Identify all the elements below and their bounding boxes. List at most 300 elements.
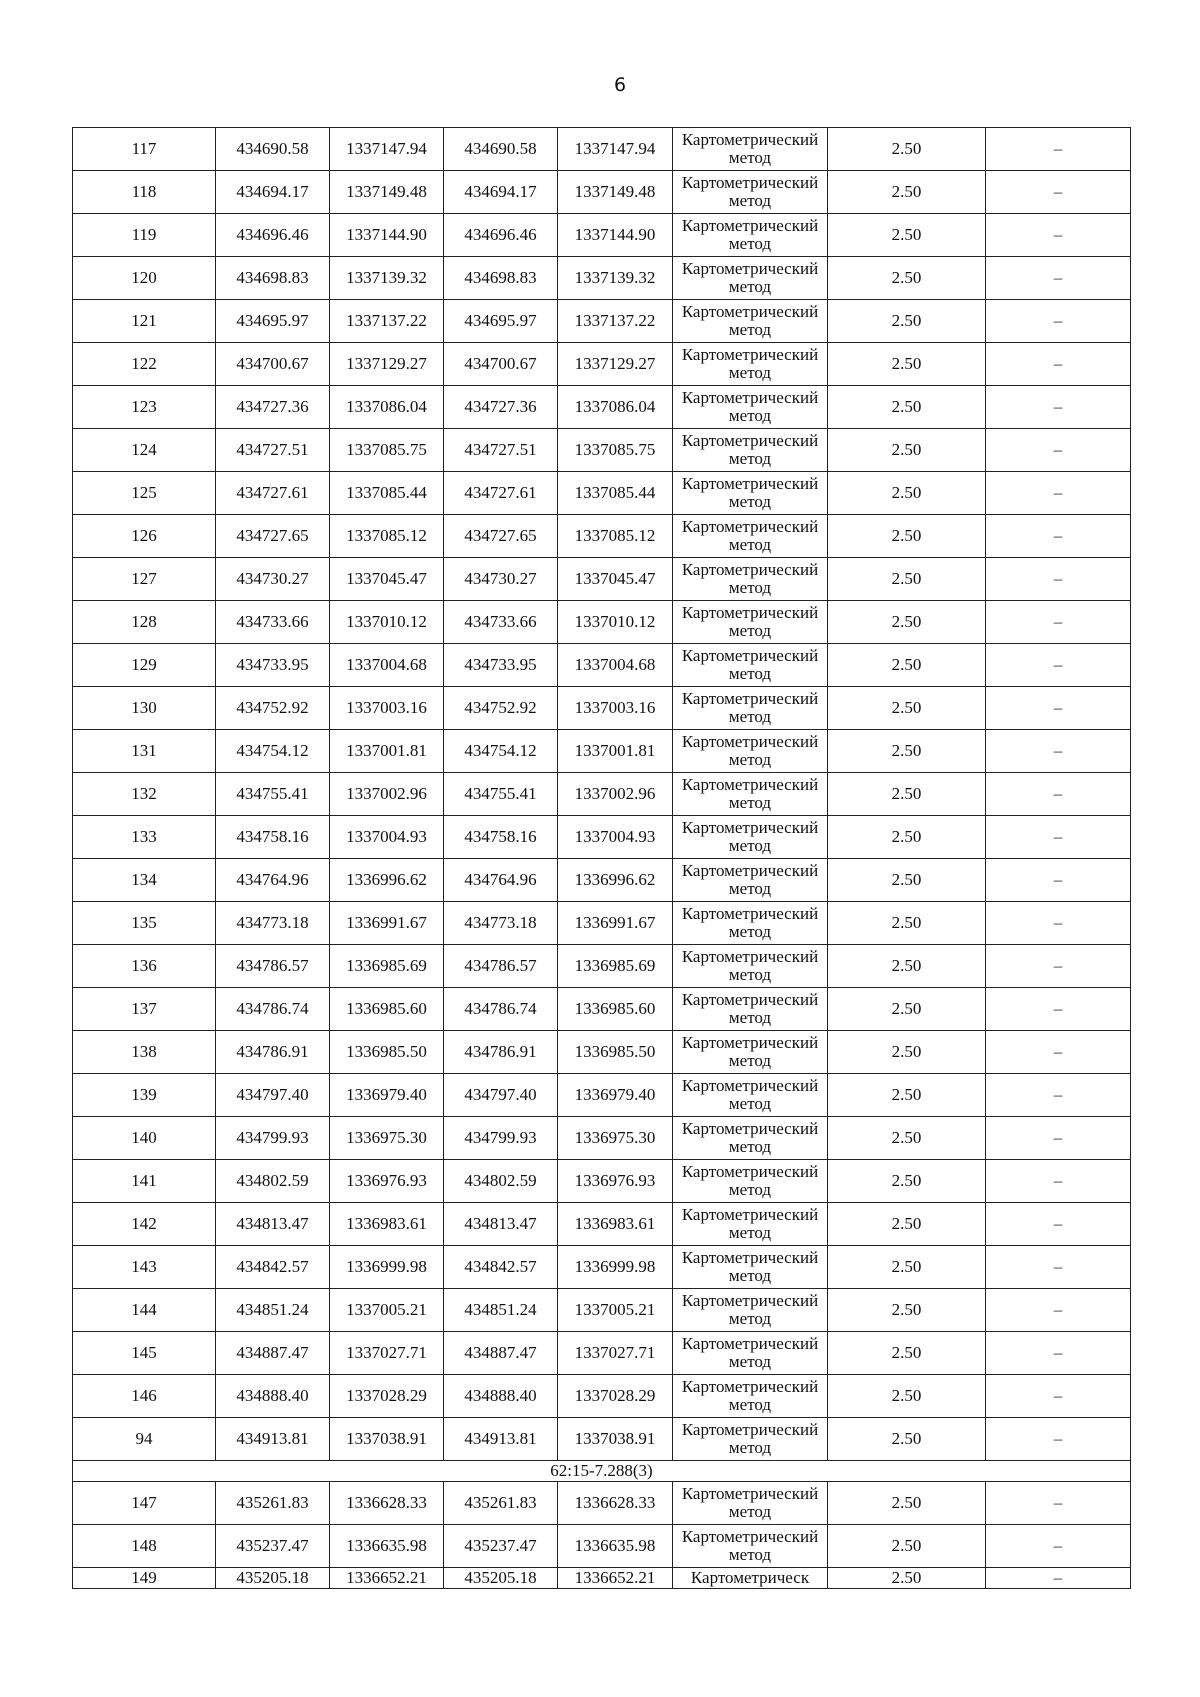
y-coordinate-cell: 1336976.93 xyxy=(330,1160,444,1203)
table-row xyxy=(73,816,1131,859)
note-cell: – xyxy=(986,644,1131,687)
point-number-cell: 147 xyxy=(73,1482,216,1525)
method-cell: Картометрический метод xyxy=(673,1332,828,1375)
x-coordinate-cell: 434755.41 xyxy=(216,773,330,816)
note-cell: – xyxy=(986,1246,1131,1289)
note-cell: – xyxy=(986,1031,1131,1074)
x-coordinate-new-cell: 434752.92 xyxy=(444,687,558,730)
x-coordinate-cell: 434797.40 xyxy=(216,1074,330,1117)
y-coordinate-cell: 1337147.94 xyxy=(330,128,444,171)
y-coordinate-cell: 1336979.40 xyxy=(330,1074,444,1117)
x-coordinate-cell: 434694.17 xyxy=(216,171,330,214)
precision-cell: 2.50 xyxy=(828,1117,986,1160)
point-number-cell: 136 xyxy=(73,945,216,988)
point-number-cell: 119 xyxy=(73,214,216,257)
x-coordinate-cell: 434696.46 xyxy=(216,214,330,257)
x-coordinate-cell: 434733.95 xyxy=(216,644,330,687)
table-row xyxy=(73,257,1131,300)
x-coordinate-new-cell: 434733.66 xyxy=(444,601,558,644)
method-cell: Картометрический метод xyxy=(673,773,828,816)
method-cell: Картометрический метод xyxy=(673,730,828,773)
section-label: 62:15-7.288(3) xyxy=(73,1461,1131,1482)
table-row xyxy=(73,1246,1131,1289)
y-coordinate-new-cell: 1337004.93 xyxy=(558,816,673,859)
table-row xyxy=(73,859,1131,902)
note-cell: – xyxy=(986,1525,1131,1568)
y-coordinate-cell: 1337129.27 xyxy=(330,343,444,386)
precision-cell: 2.50 xyxy=(828,1160,986,1203)
precision-cell: 2.50 xyxy=(828,601,986,644)
precision-cell: 2.50 xyxy=(828,945,986,988)
x-coordinate-new-cell: 435205.18 xyxy=(444,1568,558,1589)
y-coordinate-cell: 1337149.48 xyxy=(330,171,444,214)
x-coordinate-cell: 434698.83 xyxy=(216,257,330,300)
x-coordinate-new-cell: 434842.57 xyxy=(444,1246,558,1289)
note-cell: – xyxy=(986,558,1131,601)
y-coordinate-new-cell: 1336999.98 xyxy=(558,1246,673,1289)
y-coordinate-cell: 1336652.21 xyxy=(330,1568,444,1589)
method-cell: Картометрический метод xyxy=(673,687,828,730)
x-coordinate-new-cell: 434727.61 xyxy=(444,472,558,515)
y-coordinate-new-cell: 1336985.60 xyxy=(558,988,673,1031)
y-coordinate-new-cell: 1337085.75 xyxy=(558,429,673,472)
x-coordinate-new-cell: 434851.24 xyxy=(444,1289,558,1332)
table-row xyxy=(73,214,1131,257)
y-coordinate-cell: 1336983.61 xyxy=(330,1203,444,1246)
method-cell: Картометрический метод xyxy=(673,945,828,988)
y-coordinate-new-cell: 1336975.30 xyxy=(558,1117,673,1160)
method-cell: Картометрический метод xyxy=(673,386,828,429)
method-cell: Картометрический метод xyxy=(673,1289,828,1332)
precision-cell: 2.50 xyxy=(828,1482,986,1525)
section-header-row xyxy=(73,1461,1131,1482)
y-coordinate-cell: 1337001.81 xyxy=(330,730,444,773)
y-coordinate-cell: 1336975.30 xyxy=(330,1117,444,1160)
x-coordinate-cell: 434727.36 xyxy=(216,386,330,429)
method-cell: Картометрический метод xyxy=(673,902,828,945)
note-cell: – xyxy=(986,1418,1131,1461)
point-number-cell: 128 xyxy=(73,601,216,644)
y-coordinate-new-cell: 1337005.21 xyxy=(558,1289,673,1332)
table-row xyxy=(73,1482,1131,1525)
point-number-cell: 118 xyxy=(73,171,216,214)
table-row xyxy=(73,1568,1131,1589)
point-number-cell: 124 xyxy=(73,429,216,472)
x-coordinate-new-cell: 434799.93 xyxy=(444,1117,558,1160)
point-number-cell: 142 xyxy=(73,1203,216,1246)
table-row xyxy=(73,1117,1131,1160)
method-cell: Картометрический метод xyxy=(673,816,828,859)
point-number-cell: 145 xyxy=(73,1332,216,1375)
x-coordinate-new-cell: 434887.47 xyxy=(444,1332,558,1375)
x-coordinate-cell: 434752.92 xyxy=(216,687,330,730)
y-coordinate-new-cell: 1336652.21 xyxy=(558,1568,673,1589)
x-coordinate-cell: 434773.18 xyxy=(216,902,330,945)
precision-cell: 2.50 xyxy=(828,128,986,171)
x-coordinate-cell: 434802.59 xyxy=(216,1160,330,1203)
precision-cell: 2.50 xyxy=(828,171,986,214)
x-coordinate-cell: 434695.97 xyxy=(216,300,330,343)
precision-cell: 2.50 xyxy=(828,1074,986,1117)
x-coordinate-new-cell: 434696.46 xyxy=(444,214,558,257)
x-coordinate-cell: 434730.27 xyxy=(216,558,330,601)
method-cell: Картометрическ xyxy=(673,1568,828,1589)
note-cell: – xyxy=(986,816,1131,859)
precision-cell: 2.50 xyxy=(828,1203,986,1246)
note-cell: – xyxy=(986,257,1131,300)
x-coordinate-cell: 434727.65 xyxy=(216,515,330,558)
method-cell: Картометрический метод xyxy=(673,644,828,687)
table-row xyxy=(73,128,1131,171)
table-row xyxy=(73,1031,1131,1074)
method-cell: Картометрический метод xyxy=(673,859,828,902)
precision-cell: 2.50 xyxy=(828,1332,986,1375)
y-coordinate-cell: 1336985.50 xyxy=(330,1031,444,1074)
y-coordinate-cell: 1337005.21 xyxy=(330,1289,444,1332)
method-cell: Картометрический метод xyxy=(673,1525,828,1568)
y-coordinate-new-cell: 1337086.04 xyxy=(558,386,673,429)
y-coordinate-cell: 1336991.67 xyxy=(330,902,444,945)
x-coordinate-new-cell: 434727.51 xyxy=(444,429,558,472)
note-cell: – xyxy=(986,1160,1131,1203)
table-row xyxy=(73,515,1131,558)
method-cell: Картометрический метод xyxy=(673,257,828,300)
precision-cell: 2.50 xyxy=(828,1418,986,1461)
x-coordinate-new-cell: 434786.57 xyxy=(444,945,558,988)
y-coordinate-cell: 1337003.16 xyxy=(330,687,444,730)
table-row xyxy=(73,644,1131,687)
x-coordinate-cell: 434851.24 xyxy=(216,1289,330,1332)
method-cell: Картометрический метод xyxy=(673,1246,828,1289)
note-cell: – xyxy=(986,300,1131,343)
table-row xyxy=(73,429,1131,472)
table-row xyxy=(73,988,1131,1031)
y-coordinate-cell: 1336996.62 xyxy=(330,859,444,902)
x-coordinate-new-cell: 434888.40 xyxy=(444,1375,558,1418)
precision-cell: 2.50 xyxy=(828,214,986,257)
note-cell: – xyxy=(986,730,1131,773)
x-coordinate-cell: 434764.96 xyxy=(216,859,330,902)
table-row xyxy=(73,1160,1131,1203)
point-number-cell: 131 xyxy=(73,730,216,773)
y-coordinate-new-cell: 1336976.93 xyxy=(558,1160,673,1203)
y-coordinate-cell: 1336985.69 xyxy=(330,945,444,988)
y-coordinate-new-cell: 1336983.61 xyxy=(558,1203,673,1246)
x-coordinate-cell: 434690.58 xyxy=(216,128,330,171)
y-coordinate-cell: 1337004.93 xyxy=(330,816,444,859)
method-cell: Картометрический метод xyxy=(673,1203,828,1246)
y-coordinate-cell: 1337085.12 xyxy=(330,515,444,558)
y-coordinate-new-cell: 1337085.44 xyxy=(558,472,673,515)
y-coordinate-new-cell: 1336628.33 xyxy=(558,1482,673,1525)
y-coordinate-cell: 1337085.44 xyxy=(330,472,444,515)
note-cell: – xyxy=(986,773,1131,816)
point-number-cell: 125 xyxy=(73,472,216,515)
y-coordinate-new-cell: 1337149.48 xyxy=(558,171,673,214)
note-cell: – xyxy=(986,429,1131,472)
precision-cell: 2.50 xyxy=(828,257,986,300)
precision-cell: 2.50 xyxy=(828,1246,986,1289)
table-row xyxy=(73,343,1131,386)
x-coordinate-new-cell: 434913.81 xyxy=(444,1418,558,1461)
x-coordinate-new-cell: 434755.41 xyxy=(444,773,558,816)
x-coordinate-new-cell: 435261.83 xyxy=(444,1482,558,1525)
precision-cell: 2.50 xyxy=(828,472,986,515)
precision-cell: 2.50 xyxy=(828,988,986,1031)
point-number-cell: 127 xyxy=(73,558,216,601)
note-cell: – xyxy=(986,1117,1131,1160)
y-coordinate-cell: 1337086.04 xyxy=(330,386,444,429)
y-coordinate-new-cell: 1337004.68 xyxy=(558,644,673,687)
precision-cell: 2.50 xyxy=(828,343,986,386)
y-coordinate-cell: 1336999.98 xyxy=(330,1246,444,1289)
y-coordinate-new-cell: 1337147.94 xyxy=(558,128,673,171)
y-coordinate-cell: 1337010.12 xyxy=(330,601,444,644)
y-coordinate-new-cell: 1337027.71 xyxy=(558,1332,673,1375)
method-cell: Картометрический метод xyxy=(673,214,828,257)
y-coordinate-new-cell: 1336996.62 xyxy=(558,859,673,902)
table-row xyxy=(73,687,1131,730)
note-cell: – xyxy=(986,214,1131,257)
y-coordinate-new-cell: 1336979.40 xyxy=(558,1074,673,1117)
table-row xyxy=(73,773,1131,816)
method-cell: Картометрический метод xyxy=(673,558,828,601)
point-number-cell: 148 xyxy=(73,1525,216,1568)
table-row xyxy=(73,601,1131,644)
note-cell: – xyxy=(986,128,1131,171)
note-cell: – xyxy=(986,343,1131,386)
x-coordinate-new-cell: 434694.17 xyxy=(444,171,558,214)
method-cell: Картометрический метод xyxy=(673,601,828,644)
precision-cell: 2.50 xyxy=(828,1568,986,1589)
table-row xyxy=(73,558,1131,601)
x-coordinate-new-cell: 434733.95 xyxy=(444,644,558,687)
note-cell: – xyxy=(986,1482,1131,1525)
method-cell: Картометрический метод xyxy=(673,343,828,386)
precision-cell: 2.50 xyxy=(828,1289,986,1332)
method-cell: Картометрический метод xyxy=(673,1482,828,1525)
x-coordinate-new-cell: 434764.96 xyxy=(444,859,558,902)
precision-cell: 2.50 xyxy=(828,902,986,945)
y-coordinate-new-cell: 1336985.50 xyxy=(558,1031,673,1074)
table-row xyxy=(73,902,1131,945)
note-cell: – xyxy=(986,687,1131,730)
method-cell: Картометрический метод xyxy=(673,429,828,472)
x-coordinate-new-cell: 434690.58 xyxy=(444,128,558,171)
x-coordinate-new-cell: 434727.65 xyxy=(444,515,558,558)
x-coordinate-new-cell: 434813.47 xyxy=(444,1203,558,1246)
y-coordinate-new-cell: 1337001.81 xyxy=(558,730,673,773)
x-coordinate-cell: 434813.47 xyxy=(216,1203,330,1246)
method-cell: Картометрический метод xyxy=(673,300,828,343)
point-number-cell: 141 xyxy=(73,1160,216,1203)
point-number-cell: 146 xyxy=(73,1375,216,1418)
point-number-cell: 122 xyxy=(73,343,216,386)
table-row xyxy=(73,1525,1131,1568)
x-coordinate-new-cell: 434700.67 xyxy=(444,343,558,386)
method-cell: Картометрический метод xyxy=(673,1117,828,1160)
method-cell: Картометрический метод xyxy=(673,1160,828,1203)
method-cell: Картометрический метод xyxy=(673,171,828,214)
x-coordinate-cell: 435237.47 xyxy=(216,1525,330,1568)
point-number-cell: 144 xyxy=(73,1289,216,1332)
x-coordinate-cell: 434888.40 xyxy=(216,1375,330,1418)
y-coordinate-cell: 1336635.98 xyxy=(330,1525,444,1568)
x-coordinate-cell: 434887.47 xyxy=(216,1332,330,1375)
precision-cell: 2.50 xyxy=(828,429,986,472)
y-coordinate-new-cell: 1337144.90 xyxy=(558,214,673,257)
point-number-cell: 129 xyxy=(73,644,216,687)
table-row xyxy=(73,171,1131,214)
method-cell: Картометрический метод xyxy=(673,472,828,515)
table-body xyxy=(73,128,1131,1589)
note-cell: – xyxy=(986,171,1131,214)
y-coordinate-cell: 1337144.90 xyxy=(330,214,444,257)
x-coordinate-new-cell: 434698.83 xyxy=(444,257,558,300)
point-number-cell: 135 xyxy=(73,902,216,945)
precision-cell: 2.50 xyxy=(828,1525,986,1568)
point-number-cell: 126 xyxy=(73,515,216,558)
table-row xyxy=(73,730,1131,773)
point-number-cell: 137 xyxy=(73,988,216,1031)
y-coordinate-new-cell: 1337002.96 xyxy=(558,773,673,816)
x-coordinate-new-cell: 434786.91 xyxy=(444,1031,558,1074)
x-coordinate-new-cell: 434730.27 xyxy=(444,558,558,601)
note-cell: – xyxy=(986,988,1131,1031)
precision-cell: 2.50 xyxy=(828,1375,986,1418)
point-number-cell: 149 xyxy=(73,1568,216,1589)
table-row xyxy=(73,472,1131,515)
note-cell: – xyxy=(986,472,1131,515)
point-number-cell: 133 xyxy=(73,816,216,859)
x-coordinate-cell: 434700.67 xyxy=(216,343,330,386)
method-cell: Картометрический метод xyxy=(673,1375,828,1418)
y-coordinate-cell: 1337045.47 xyxy=(330,558,444,601)
table-row xyxy=(73,1375,1131,1418)
point-number-cell: 134 xyxy=(73,859,216,902)
x-coordinate-cell: 434842.57 xyxy=(216,1246,330,1289)
precision-cell: 2.50 xyxy=(828,515,986,558)
x-coordinate-new-cell: 434754.12 xyxy=(444,730,558,773)
note-cell: – xyxy=(986,1568,1131,1589)
x-coordinate-cell: 434727.51 xyxy=(216,429,330,472)
x-coordinate-cell: 434786.91 xyxy=(216,1031,330,1074)
note-cell: – xyxy=(986,386,1131,429)
precision-cell: 2.50 xyxy=(828,730,986,773)
x-coordinate-new-cell: 435237.47 xyxy=(444,1525,558,1568)
x-coordinate-cell: 434758.16 xyxy=(216,816,330,859)
x-coordinate-new-cell: 434695.97 xyxy=(444,300,558,343)
x-coordinate-new-cell: 434802.59 xyxy=(444,1160,558,1203)
point-number-cell: 121 xyxy=(73,300,216,343)
page-number: 6 xyxy=(613,74,627,96)
y-coordinate-cell: 1337002.96 xyxy=(330,773,444,816)
point-number-cell: 140 xyxy=(73,1117,216,1160)
precision-cell: 2.50 xyxy=(828,300,986,343)
method-cell: Картометрический метод xyxy=(673,1031,828,1074)
y-coordinate-cell: 1337137.22 xyxy=(330,300,444,343)
x-coordinate-cell: 434913.81 xyxy=(216,1418,330,1461)
precision-cell: 2.50 xyxy=(828,687,986,730)
method-cell: Картометрический метод xyxy=(673,988,828,1031)
x-coordinate-cell: 435261.83 xyxy=(216,1482,330,1525)
y-coordinate-new-cell: 1337137.22 xyxy=(558,300,673,343)
y-coordinate-cell: 1336628.33 xyxy=(330,1482,444,1525)
method-cell: Картометрический метод xyxy=(673,1418,828,1461)
point-number-cell: 139 xyxy=(73,1074,216,1117)
precision-cell: 2.50 xyxy=(828,816,986,859)
precision-cell: 2.50 xyxy=(828,859,986,902)
x-coordinate-cell: 434786.57 xyxy=(216,945,330,988)
point-number-cell: 120 xyxy=(73,257,216,300)
y-coordinate-cell: 1336985.60 xyxy=(330,988,444,1031)
x-coordinate-new-cell: 434797.40 xyxy=(444,1074,558,1117)
table-row xyxy=(73,1332,1131,1375)
note-cell: – xyxy=(986,945,1131,988)
y-coordinate-new-cell: 1337003.16 xyxy=(558,687,673,730)
table-row xyxy=(73,945,1131,988)
note-cell: – xyxy=(986,1332,1131,1375)
y-coordinate-cell: 1337028.29 xyxy=(330,1375,444,1418)
table-row xyxy=(73,1289,1131,1332)
point-number-cell: 130 xyxy=(73,687,216,730)
note-cell: – xyxy=(986,601,1131,644)
table-row xyxy=(73,300,1131,343)
x-coordinate-new-cell: 434758.16 xyxy=(444,816,558,859)
y-coordinate-new-cell: 1336991.67 xyxy=(558,902,673,945)
point-number-cell: 132 xyxy=(73,773,216,816)
y-coordinate-new-cell: 1337038.91 xyxy=(558,1418,673,1461)
table-row xyxy=(73,1418,1131,1461)
y-coordinate-new-cell: 1337085.12 xyxy=(558,515,673,558)
y-coordinate-new-cell: 1337129.27 xyxy=(558,343,673,386)
note-cell: – xyxy=(986,902,1131,945)
x-coordinate-new-cell: 434786.74 xyxy=(444,988,558,1031)
y-coordinate-new-cell: 1337139.32 xyxy=(558,257,673,300)
y-coordinate-new-cell: 1336985.69 xyxy=(558,945,673,988)
x-coordinate-cell: 434733.66 xyxy=(216,601,330,644)
method-cell: Картометрический метод xyxy=(673,128,828,171)
y-coordinate-cell: 1337027.71 xyxy=(330,1332,444,1375)
y-coordinate-cell: 1337038.91 xyxy=(330,1418,444,1461)
table-row xyxy=(73,1203,1131,1246)
point-number-cell: 143 xyxy=(73,1246,216,1289)
precision-cell: 2.50 xyxy=(828,386,986,429)
note-cell: – xyxy=(986,1074,1131,1117)
coordinates-table xyxy=(72,127,1131,1589)
note-cell: – xyxy=(986,1203,1131,1246)
point-number-cell: 94 xyxy=(73,1418,216,1461)
x-coordinate-cell: 434786.74 xyxy=(216,988,330,1031)
x-coordinate-cell: 434727.61 xyxy=(216,472,330,515)
precision-cell: 2.50 xyxy=(828,1031,986,1074)
precision-cell: 2.50 xyxy=(828,558,986,601)
point-number-cell: 123 xyxy=(73,386,216,429)
y-coordinate-cell: 1337139.32 xyxy=(330,257,444,300)
y-coordinate-new-cell: 1337045.47 xyxy=(558,558,673,601)
note-cell: – xyxy=(986,859,1131,902)
y-coordinate-cell: 1337004.68 xyxy=(330,644,444,687)
method-cell: Картометрический метод xyxy=(673,1074,828,1117)
y-coordinate-new-cell: 1337028.29 xyxy=(558,1375,673,1418)
point-number-cell: 117 xyxy=(73,128,216,171)
y-coordinate-new-cell: 1336635.98 xyxy=(558,1525,673,1568)
y-coordinate-new-cell: 1337010.12 xyxy=(558,601,673,644)
x-coordinate-cell: 434754.12 xyxy=(216,730,330,773)
x-coordinate-cell: 434799.93 xyxy=(216,1117,330,1160)
note-cell: – xyxy=(986,1289,1131,1332)
y-coordinate-cell: 1337085.75 xyxy=(330,429,444,472)
